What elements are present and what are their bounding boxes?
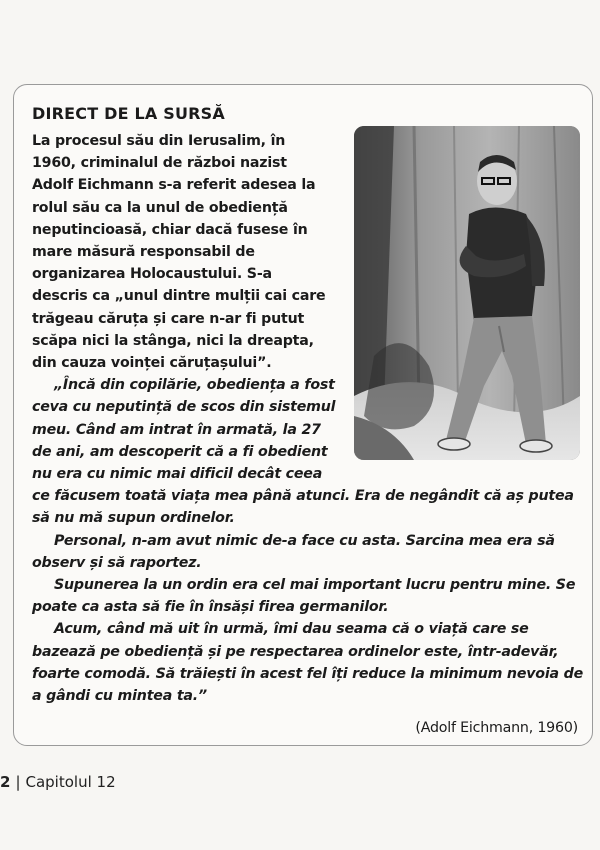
quote-paragraph-3: Supunerea la un ordin era cel mai important lucru pentru mine. Se poate ca asta să fie în însăși firea germanilor. xyxy=(32,577,576,616)
chapter-label: Capitolul 12 xyxy=(25,773,116,791)
box-title: DIRECT DE LA SURSĂ xyxy=(32,104,225,123)
intro-paragraph: La procesul său din Ierusalim, în 1960, criminalul de război nazist Adolf Eichmann s-a referit adesea la rolul său ca la unul de obediență neputincioasă, chiar dacă fusese în mare măsură responsabil de organizarea Holocaustului. S-a descris ca „unul dintre mulții cai care trăgeau căruța și care n-ar fi putut scăpa nici la stânga, nici la dreapta, din cauza voinței căruțașului”. xyxy=(32,133,326,372)
quote-paragraph-1: „Încă din copilărie, obediența a fost ceva cu neputință de scos din sistemul meu. Când am intrat în armată, la 27 de ani, am descoperit că a fi obedient nu era cu nimic mai dificil decât ceea ce făcusem toată viața mea până atunci. Era de negândit că aș putea să nu mă supun ordinelor. xyxy=(32,377,574,527)
eichmann-photo xyxy=(354,126,580,460)
quote-paragraph-2: Personal, n-am avut nimic de-a face cu asta. Sarcina mea era să observ și să raportez. xyxy=(32,532,555,571)
quote-paragraph-4: Acum, când mă uit în urmă, îmi dau seama că o viață care se bazează pe obediență și pe respectarea ordinelor este, într-adevăr, foarte comodă. Să trăiești în acest fel îți reduce la minimum nevoia de a gândi cu mintea ta.” xyxy=(32,621,584,705)
source-box-content xyxy=(32,103,584,739)
page-number: 2 xyxy=(0,773,11,791)
footer-separator: | xyxy=(15,773,21,791)
quote-source: (Adolf Eichmann, 1960) xyxy=(415,720,578,737)
page-footer xyxy=(0,772,116,792)
